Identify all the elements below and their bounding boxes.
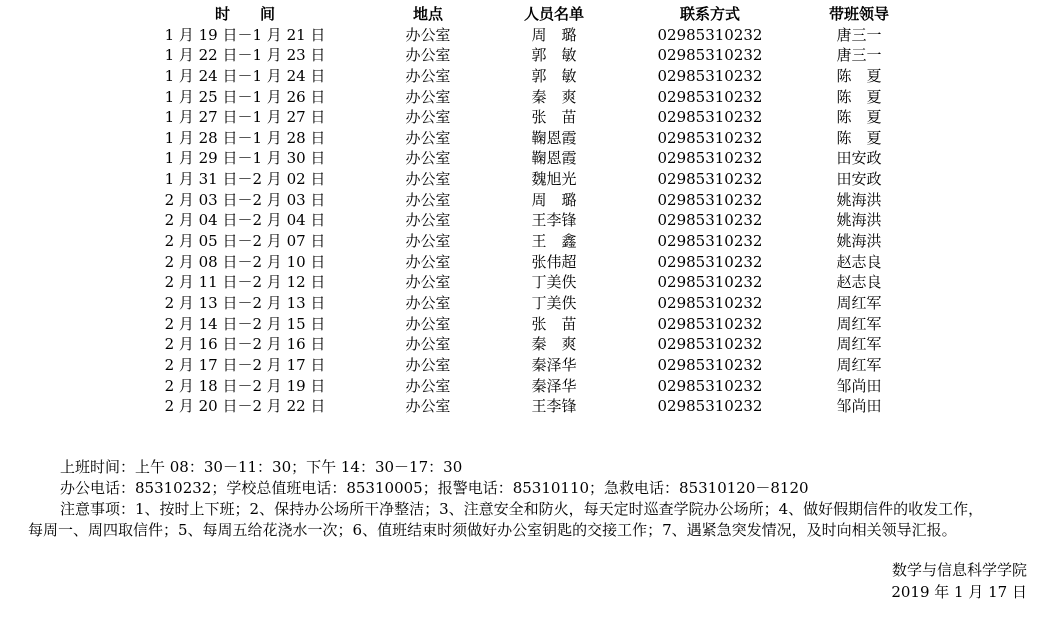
cell-place: 办公室 — [405, 46, 451, 65]
table-row — [0, 25, 1051, 46]
cell-contact: 02985310232 — [657, 87, 763, 106]
notes-section — [28, 457, 1033, 541]
table-row — [0, 210, 1051, 231]
phone-numbers: 办公电话：85310232；学校总值班电话：85310005；报警电话：85310110；急救电话：85310120－8120 — [60, 479, 809, 497]
table-row — [0, 148, 1051, 169]
cell-place: 办公室 — [405, 314, 451, 333]
cell-contact: 02985310232 — [657, 211, 763, 230]
cell-person: 秦 爽 — [531, 335, 577, 354]
table-row — [0, 128, 1051, 149]
table-row — [0, 107, 1051, 128]
cell-contact: 02985310232 — [657, 128, 763, 147]
cell-place: 办公室 — [405, 66, 451, 85]
cell-contact: 02985310232 — [657, 376, 763, 395]
header-time: 时 间 — [214, 5, 275, 23]
cell-contact: 02985310232 — [657, 108, 763, 127]
table-row — [0, 334, 1051, 355]
signature-date: 2019 年 1 月 17 日 — [891, 583, 1027, 601]
cell-time: 2 月 17 日－2 月 17 日 — [164, 355, 326, 374]
cell-place: 办公室 — [405, 149, 451, 168]
cell-time: 2 月 18 日－2 月 19 日 — [164, 376, 326, 395]
cell-leader: 唐三一 — [836, 25, 882, 44]
cell-time: 1 月 22 日－1 月 23 日 — [164, 46, 326, 65]
table-row — [0, 293, 1051, 314]
cell-place: 办公室 — [405, 293, 451, 312]
cell-contact: 02985310232 — [657, 170, 763, 189]
cell-contact: 02985310232 — [657, 293, 763, 312]
cell-contact: 02985310232 — [657, 190, 763, 209]
cell-place: 办公室 — [405, 87, 451, 106]
cell-person: 王李锋 — [531, 211, 577, 230]
signature-org: 数学与信息科学学院 — [891, 561, 1027, 579]
cell-contact: 02985310232 — [657, 397, 763, 416]
cell-contact: 02985310232 — [657, 314, 763, 333]
cell-time: 2 月 14 日－2 月 15 日 — [164, 314, 326, 333]
cell-person: 魏旭光 — [531, 170, 577, 189]
cell-person: 郭 敏 — [531, 46, 577, 65]
cell-place: 办公室 — [405, 128, 451, 147]
cell-time: 1 月 28 日－1 月 28 日 — [164, 128, 326, 147]
cell-leader: 姚海洪 — [836, 211, 882, 230]
cell-time: 1 月 27 日－1 月 27 日 — [164, 108, 326, 127]
cell-time: 2 月 05 日－2 月 07 日 — [164, 232, 326, 251]
table-row — [0, 376, 1051, 397]
cell-time: 2 月 13 日－2 月 13 日 — [164, 293, 326, 312]
cell-time: 2 月 08 日－2 月 10 日 — [164, 252, 326, 271]
header-contact: 联系方式 — [679, 5, 740, 23]
cell-place: 办公室 — [405, 376, 451, 395]
cell-place: 办公室 — [405, 25, 451, 44]
cell-contact: 02985310232 — [657, 66, 763, 85]
cell-leader: 田安政 — [836, 149, 882, 168]
cell-time: 1 月 29 日－1 月 30 日 — [164, 149, 326, 168]
cell-place: 办公室 — [405, 170, 451, 189]
cell-person: 周 璐 — [531, 25, 577, 44]
table-row — [0, 87, 1051, 108]
table-row — [0, 355, 1051, 376]
cell-contact: 02985310232 — [657, 149, 763, 168]
cell-place: 办公室 — [405, 252, 451, 271]
cell-leader: 邹尚田 — [836, 376, 882, 395]
cell-time: 1 月 31 日－2 月 02 日 — [164, 170, 326, 189]
matters-line-2: 每周一、周四取信件；5、每周五给花浇水一次；6、值班结束时须做好办公室钥匙的交接工作；7、遇紧急突发情况，及时向相关领导汇报。 — [28, 521, 957, 539]
table-body — [0, 25, 1051, 417]
cell-contact: 02985310232 — [657, 252, 763, 271]
signature-block — [891, 559, 1027, 603]
cell-contact: 02985310232 — [657, 46, 763, 65]
cell-place: 办公室 — [405, 190, 451, 209]
cell-place: 办公室 — [405, 211, 451, 230]
cell-person: 丁美佚 — [531, 293, 577, 312]
cell-time: 1 月 25 日－1 月 26 日 — [164, 87, 326, 106]
cell-leader: 赵志良 — [836, 273, 882, 292]
cell-person: 郭 敏 — [531, 66, 577, 85]
table-row — [0, 231, 1051, 252]
cell-place: 办公室 — [405, 108, 451, 127]
cell-leader: 周红军 — [836, 355, 882, 374]
cell-place: 办公室 — [405, 397, 451, 416]
cell-person: 鞠恩霞 — [531, 128, 577, 147]
cell-person: 秦 爽 — [531, 87, 577, 106]
cell-person: 丁美佚 — [531, 273, 577, 292]
cell-person: 秦泽华 — [531, 355, 577, 374]
header-person: 人员名单 — [523, 5, 584, 23]
cell-time: 1 月 24 日－1 月 24 日 — [164, 66, 326, 85]
cell-leader: 唐三一 — [836, 46, 882, 65]
cell-leader: 周红军 — [836, 293, 882, 312]
cell-leader: 陈 夏 — [836, 87, 882, 106]
cell-person: 王李锋 — [531, 397, 577, 416]
header-place: 地点 — [412, 5, 443, 23]
cell-time: 2 月 11 日－2 月 12 日 — [164, 273, 326, 292]
table-row — [0, 272, 1051, 293]
cell-person: 秦泽华 — [531, 376, 577, 395]
cell-person: 周 璐 — [531, 190, 577, 209]
cell-time: 2 月 16 日－2 月 16 日 — [164, 335, 326, 354]
table-row — [0, 314, 1051, 335]
cell-time: 2 月 20 日－2 月 22 日 — [164, 397, 326, 416]
cell-person: 张 苗 — [531, 108, 577, 127]
table-row — [0, 190, 1051, 211]
cell-person: 张伟超 — [531, 252, 577, 271]
table-header-row — [0, 4, 1051, 25]
cell-leader: 陈 夏 — [836, 66, 882, 85]
cell-leader: 周红军 — [836, 335, 882, 354]
cell-place: 办公室 — [405, 273, 451, 292]
office-hours: 上班时间：上午 08：30－11：30；下午 14：30－17：30 — [60, 458, 463, 476]
cell-place: 办公室 — [405, 355, 451, 374]
cell-leader: 姚海洪 — [836, 232, 882, 251]
cell-contact: 02985310232 — [657, 273, 763, 292]
table-row — [0, 45, 1051, 66]
cell-leader: 赵志良 — [836, 252, 882, 271]
table-row — [0, 252, 1051, 273]
duty-schedule-table — [0, 4, 1051, 417]
cell-contact: 02985310232 — [657, 232, 763, 251]
cell-leader: 姚海洪 — [836, 190, 882, 209]
cell-time: 1 月 19 日－1 月 21 日 — [164, 25, 326, 44]
cell-contact: 02985310232 — [657, 335, 763, 354]
cell-time: 2 月 03 日－2 月 03 日 — [164, 190, 326, 209]
table-row — [0, 169, 1051, 190]
table-row — [0, 396, 1051, 417]
cell-person: 鞠恩霞 — [531, 149, 577, 168]
cell-person: 张 苗 — [531, 314, 577, 333]
matters-line-1: 注意事项：1、按时上下班；2、保持办公场所干净整洁；3、注意安全和防火，每天定时巡查学院办公场所；4、做好假期信件的收发工作， — [60, 500, 984, 518]
cell-leader: 陈 夏 — [836, 128, 882, 147]
cell-person: 王 鑫 — [531, 232, 577, 251]
cell-contact: 02985310232 — [657, 355, 763, 374]
header-leader: 带班领导 — [828, 5, 889, 23]
cell-leader: 周红军 — [836, 314, 882, 333]
cell-time: 2 月 04 日－2 月 04 日 — [164, 211, 326, 230]
cell-place: 办公室 — [405, 232, 451, 251]
cell-place: 办公室 — [405, 335, 451, 354]
cell-leader: 陈 夏 — [836, 108, 882, 127]
cell-contact: 02985310232 — [657, 25, 763, 44]
table-row — [0, 66, 1051, 87]
cell-leader: 田安政 — [836, 170, 882, 189]
cell-leader: 邹尚田 — [836, 397, 882, 416]
